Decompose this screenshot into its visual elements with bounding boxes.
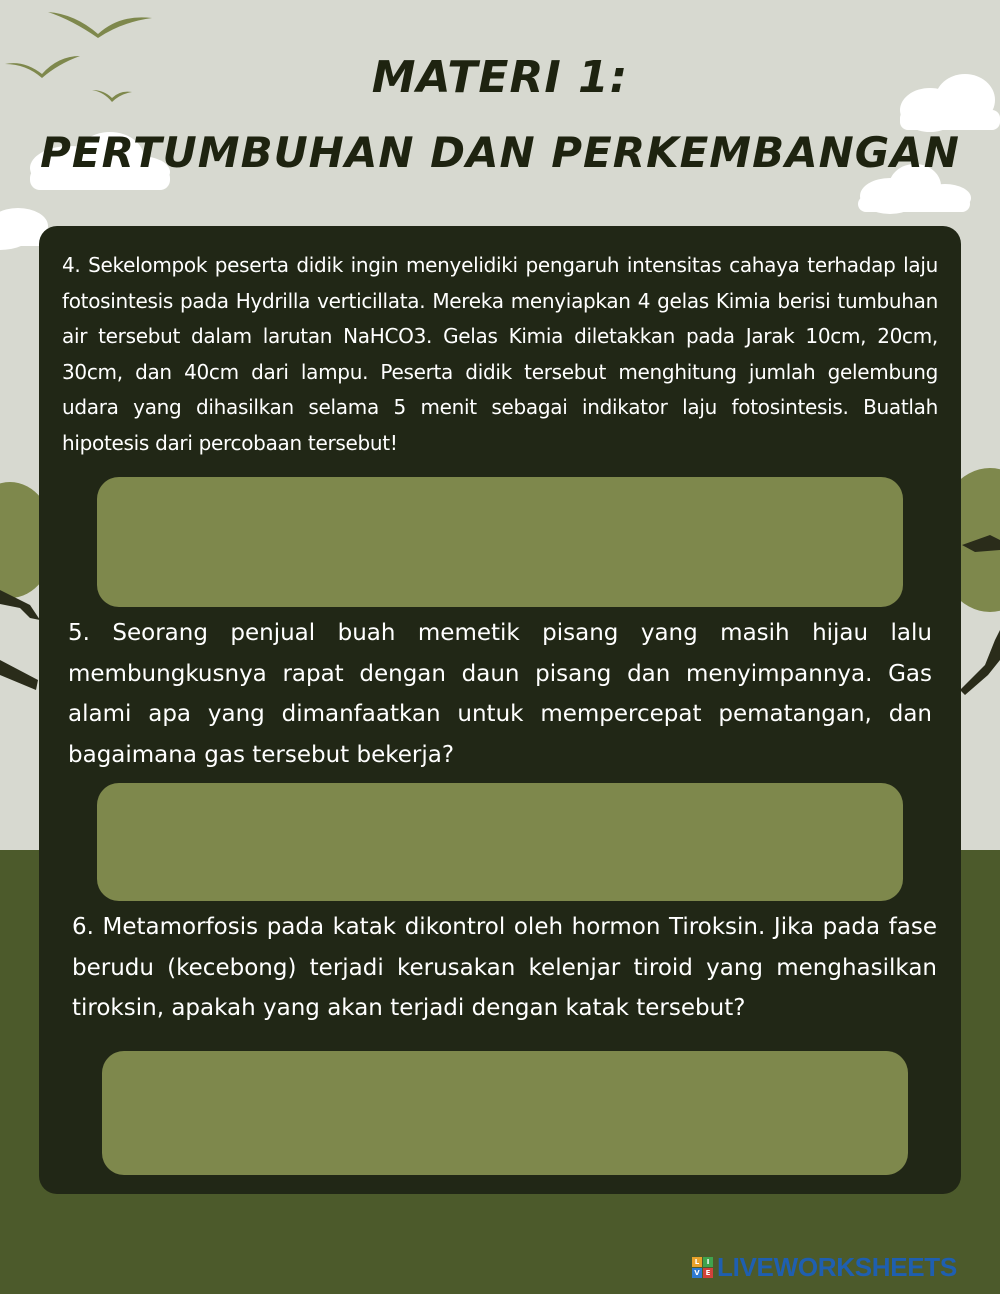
page-title-line-2: PERTUMBUHAN DAN PERKEMBANGAN: [40, 128, 960, 177]
page-title-line-1: MATERI 1:: [371, 52, 629, 103]
question-5-text: 5. Seorang penjual buah memetik pisang yang masih hijau lalu membungkusnya rapat dengan daun pisang dan menyimpannya. Gas alami apa yang dimanfaatkan untuk mempercepat pematangan, dan bagaimana gas tersebut bekerja?: [68, 620, 932, 768]
bird-icon: [48, 12, 152, 38]
answer-6-input[interactable]: [102, 1051, 908, 1175]
question-6-text: 6. Metamorfosis pada katak dikontrol oleh hormon Tiroksin. Jika pada fase berudu (kecebong) terjadi kerusakan kelenjar tiroid yang menghasilkan tiroksin, apakah yang akan terjadi dengan katak tersebut?: [72, 914, 937, 1021]
question-4-text: 4. Sekelompok peserta didik ingin menyelidiki pengaruh intensitas cahaya terhadap laju fotosintesis pada Hydrilla verticillata. Mereka menyiapkan 4 gelas Kimia berisi tumbuhan air tersebut dalam larutan NaHCO3. Gelas Kimia diletakkan pada Jarak 10cm, 20cm, 30cm, dan 40cm dari lampu. Peserta didik tersebut menghitung jumlah gelembung udara yang dihasilkan selama 5 menit sebagai indikator laju fotosintesis. Buatlah hipotesis dari percobaan tersebut!: [62, 253, 938, 455]
answer-4-input[interactable]: [97, 477, 903, 607]
logo-text: LIVEWORKSHEETS: [717, 1252, 957, 1282]
answer-5-input[interactable]: [97, 783, 903, 901]
logo-mark-icon: L I V E: [692, 1257, 713, 1278]
liveworksheets-logo: [692, 1252, 957, 1283]
